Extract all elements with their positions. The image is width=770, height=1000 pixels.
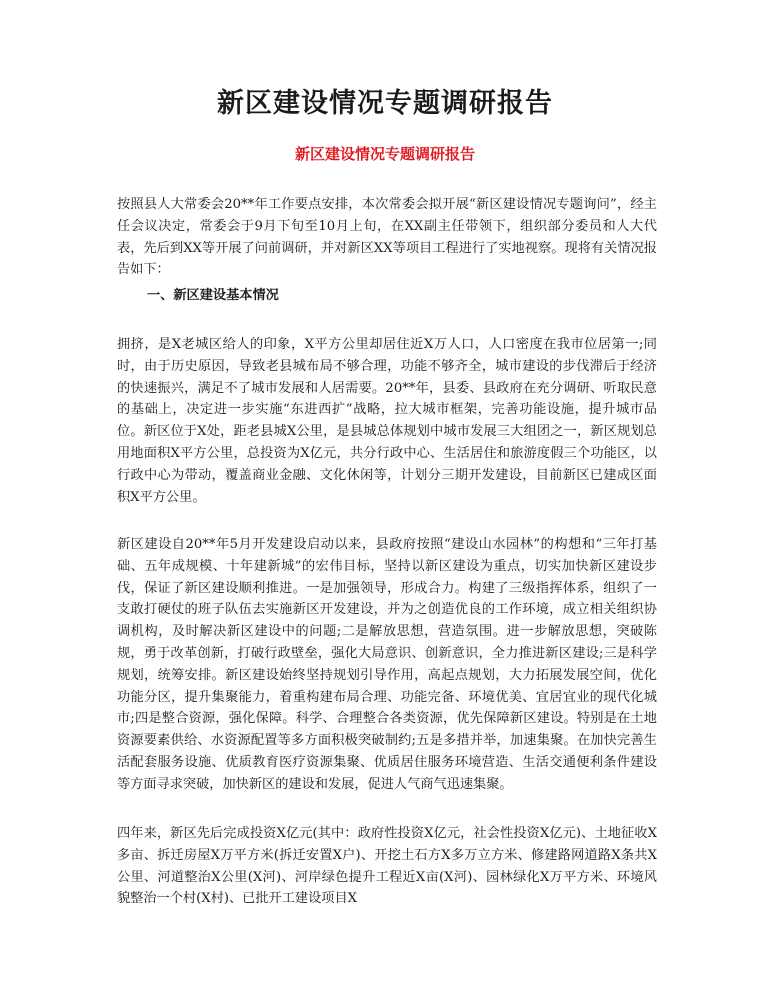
body-paragraph-1: 拥挤，是X老城区给人的印象，X平方公里却居住近X万人口，人口密度在我市位居第一;同时，由于历史原因，导致老县城布局不够合理，功能不够齐全，城市建设的步伐滞后于经济的快速振兴，满足不了城市发展和人居需要。20**年，县委、县政府在充分调研、听取民意的基础上，决定进一步实施“东进西扩”战略，拉大城市框架，完善功能设施，提升城市品位。新区位于X处，距老县城X公里，是县城总体规划中城市发展三大组团之一，新区规划总用地面积X平方公里，总投资为X亿元，共分行政中心、生活居住和旅游度假三个功能区，以行政中心为带动，覆盖商业金融、文化休闲等，计划分三期开发建设，目前新区已建成区面积X平方公里。 [117,337,657,505]
body-paragraph-2: 新区建设自20**年5月开发建设启动以来，县政府按照“建设山水园林”的构想和“三年打基础、五年成规模、十年建新城”的宏伟目标，坚持以新区建设为重点，切实加快新区建设步伐，保证了新区建设顺利推进。一是加强领导，形成合力。构建了三级指挥体系，组织了一支敢打硬仗的班子队伍去实施新区开发建设，并为之创造优良的工作环境，成立相关组织协调机构，及时解决新区建设中的问题;二是解放思想，营造氛围。进一步解放思想，突破陈规，勇于改革创新，打破行政壁垒，强化大局意识、创新意识，全力推进新区建设;三是科学规划，统筹安排。新区建设始终坚持规划引导作用，高起点规划，大力拓展发展空间，优化功能分区，提升集聚能力，着重构建布局合理、功能完备、环境优美、宜居宜业的现代化城市;四是整合资源，强化保障。科学、合理整合各类资源，优先保障新区建设。特别是在土地资源要素供给、水资源配置等多方面积极突破制约;五是多措并举，加速集聚。在加快完善生活配套服务设施、优质教育医疗资源集聚、优质居住服务环境营造、生活交通便利条件建设等方面寻求突破，加快新区的建设和发展，促进人气商气迅速集聚。 [117,537,657,792]
intro-paragraph: 按照县人大常委会20**年工作要点安排，本次常委会拟开展“新区建设情况专题询问”，经主任会议决定，常委会于9月下旬至10月上旬，在XX副主任带领下，组织部分委员和人大代表，先后到XX等开展了问前调研，并对新区XX等项目工程进行了实地视察。现将有关情况报告如下： [117,197,657,278]
body-paragraph-3: 四年来，新区先后完成投资X亿元(其中：政府性投资X亿元，社会性投资X亿元)、土地征收X多亩、拆迁房屋X万平方米(拆迁安置X户)、开挖土石方X多万立方米、修建路网道路X条共X公里、河道整治X公里(X河)、河岸绿色提升工程近X亩(X河)、园林绿化X万平方米、环境风貌整治一个村(X村)、已批开工建设项目X [117,826,657,907]
document-title: 新区建设情况专题调研报告 [217,88,553,119]
document-subtitle: 新区建设情况专题调研报告 [294,145,475,163]
section-heading: 一、新区建设基本情况 [147,288,279,303]
